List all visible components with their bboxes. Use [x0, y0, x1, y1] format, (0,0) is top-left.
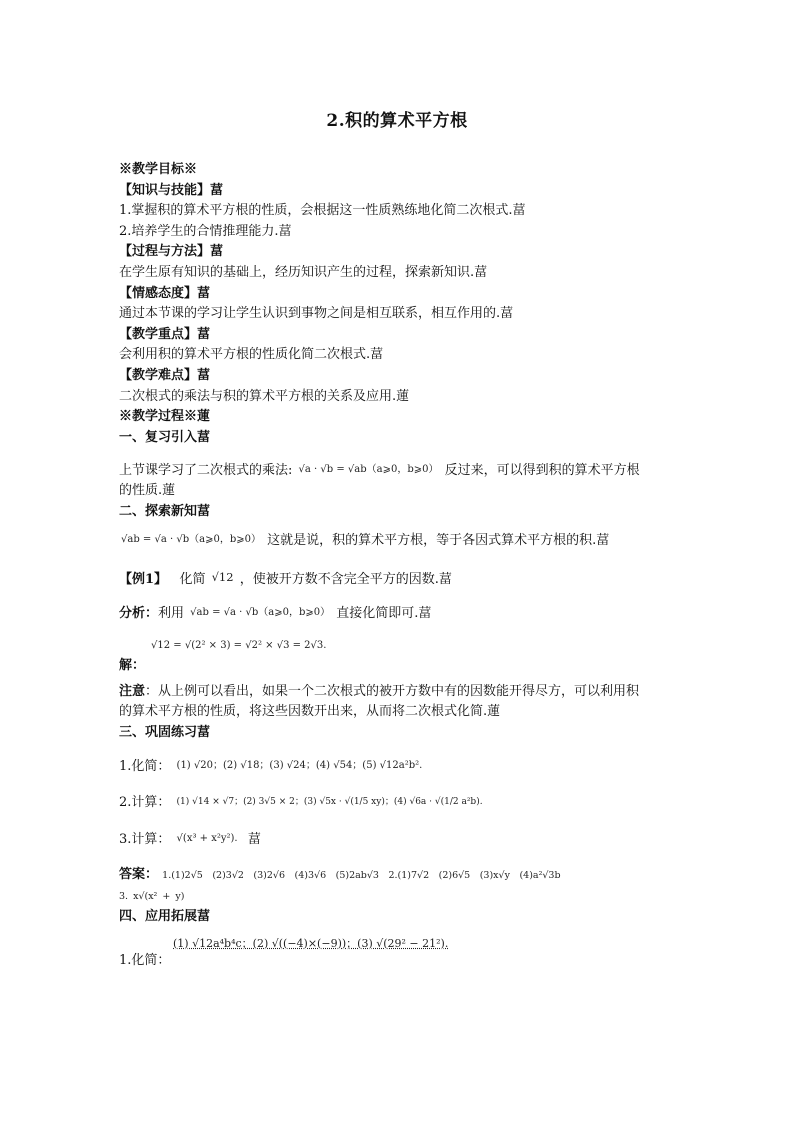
apply-1-formula: (1) √12a⁴b⁴c；(2) √((−4)×(−9))；(3) √(29² − 21²). [173, 937, 449, 951]
explore-text: 这就是说，积的算术平方根，等于各因式算术平方根的积.葍 [267, 533, 610, 549]
solution-formula: √12 = √(2² × 3) = √2² × √3 = 2√3. [151, 639, 327, 651]
apply-header: 四、应用拓展葍 [119, 908, 211, 924]
practice-1 [119, 756, 679, 777]
note-label: 注意 [119, 683, 146, 699]
practice-3-formula: √(x³ + x²y²). [176, 832, 238, 844]
answer-label: 答案： [119, 867, 159, 883]
apply-1 [119, 935, 679, 969]
answer-text-2: 3. x√(x² + y) [119, 891, 185, 903]
attitude-header: 【情感态度】葍 [119, 285, 211, 301]
practice-3 [119, 829, 679, 850]
analysis [119, 603, 679, 624]
analysis-label: 分析： [119, 606, 159, 622]
review-text-a: 上节课学习了二次根式的乘法: [119, 463, 293, 479]
knowledge-header: 【知识与技能】葍 [119, 182, 224, 198]
note-line-1 [119, 682, 679, 703]
explore-header: 二、探索新知葍 [119, 503, 211, 519]
example-text-a: 化简 [179, 571, 206, 587]
answer-text-1: 1.(1)2√5 (2)3√2 (3)2√6 (4)3√6 (5)2ab√3 2.(1)7√2 (2)6√5 (3)x√y (4)a²√3b [162, 870, 561, 882]
note-text-1: ：从上例可以看出，如果一个二次根式的被开方数中有的因数能开得尽方，可以利用积 [145, 683, 640, 699]
practice-2-label: 2.计算： [119, 795, 171, 811]
example-label: 【例1】 [119, 571, 168, 587]
key-text: 会利用积的算术平方根的性质化简二次根式.葍 [119, 347, 384, 363]
note-text-2: 的算术平方根的性质，将这些因数开出来，从而将二次根式化简.蓮 [119, 704, 501, 720]
knowledge-item-1: 1.掌握积的算术平方根的性质，会根据这一性质熟练地化简二次根式.葍 [119, 203, 526, 219]
answers-line-1 [119, 865, 679, 886]
review-text-b: 反过来，可以得到积的算术平方根 [444, 463, 640, 479]
answers-line-2 [119, 886, 679, 907]
practice-2-formula: (1) √14 × √7；(2) 3√5 × 2；(3) √5x · √(1/5 xy)；(4) √6a · √(1/2 a²b). [176, 797, 483, 808]
apply-1-label: 1.化简： [119, 953, 171, 969]
explore-paragraph [119, 530, 679, 551]
process-text: 在学生原有知识的基础上，经历知识产生的过程，探索新知识.葍 [119, 264, 488, 280]
example-formula: √12 [211, 569, 234, 584]
analysis-formula: √ab = √a · √b（a⩾0，b⩾0） [190, 607, 331, 619]
solution-label: 解： [119, 657, 146, 673]
practice-1-formula: (1) √20；(2) √18；(3) √24；(4) √54；(5) √12a²b². [176, 759, 423, 771]
review-header: 一、复习引入葍 [119, 429, 211, 445]
document-body [119, 160, 679, 969]
explore-formula: √ab = √a · √b（a⩾0，b⩾0） [121, 534, 261, 546]
goals-header: ※教学目标※ [119, 162, 198, 177]
solution [119, 640, 679, 674]
difficulty-header: 【教学难点】葍 [119, 367, 211, 383]
knowledge-item-2: 2.培养学生的合情推理能力.葍 [119, 223, 292, 239]
analysis-text-a: 利用 [158, 606, 185, 622]
attitude-text: 通过本节课的学习让学生认识到事物之间是相互联系，相互作用的.葍 [119, 306, 514, 322]
review-formula: √a · √b = √ab（a⩾0，b⩾0） [298, 464, 439, 476]
review-paragraph-line-1 [119, 460, 679, 481]
analysis-text-b: 直接化简即可.葍 [336, 606, 432, 622]
difficulty-text: 二次根式的乘法与积的算术平方根的关系及应用.蓮 [119, 388, 410, 404]
example-1 [119, 567, 679, 588]
practice-3-tail: 葍 [247, 831, 261, 847]
practice-header: 三、巩固练习葍 [119, 725, 211, 741]
practice-2 [119, 792, 679, 813]
review-text-c: 的性质.蓮 [119, 482, 176, 498]
example-text-b: ，使被开方数不含完全平方的因数.葍 [239, 571, 452, 587]
practice-1-label: 1.化简： [119, 758, 171, 774]
page-title: 2.积的算术平方根 [326, 111, 468, 131]
key-header: 【教学重点】葍 [119, 326, 211, 342]
procedure-header: ※教学过程※蓮 [119, 409, 211, 425]
process-header: 【过程与方法】葍 [119, 244, 224, 260]
practice-3-label: 3.计算： [119, 831, 171, 847]
